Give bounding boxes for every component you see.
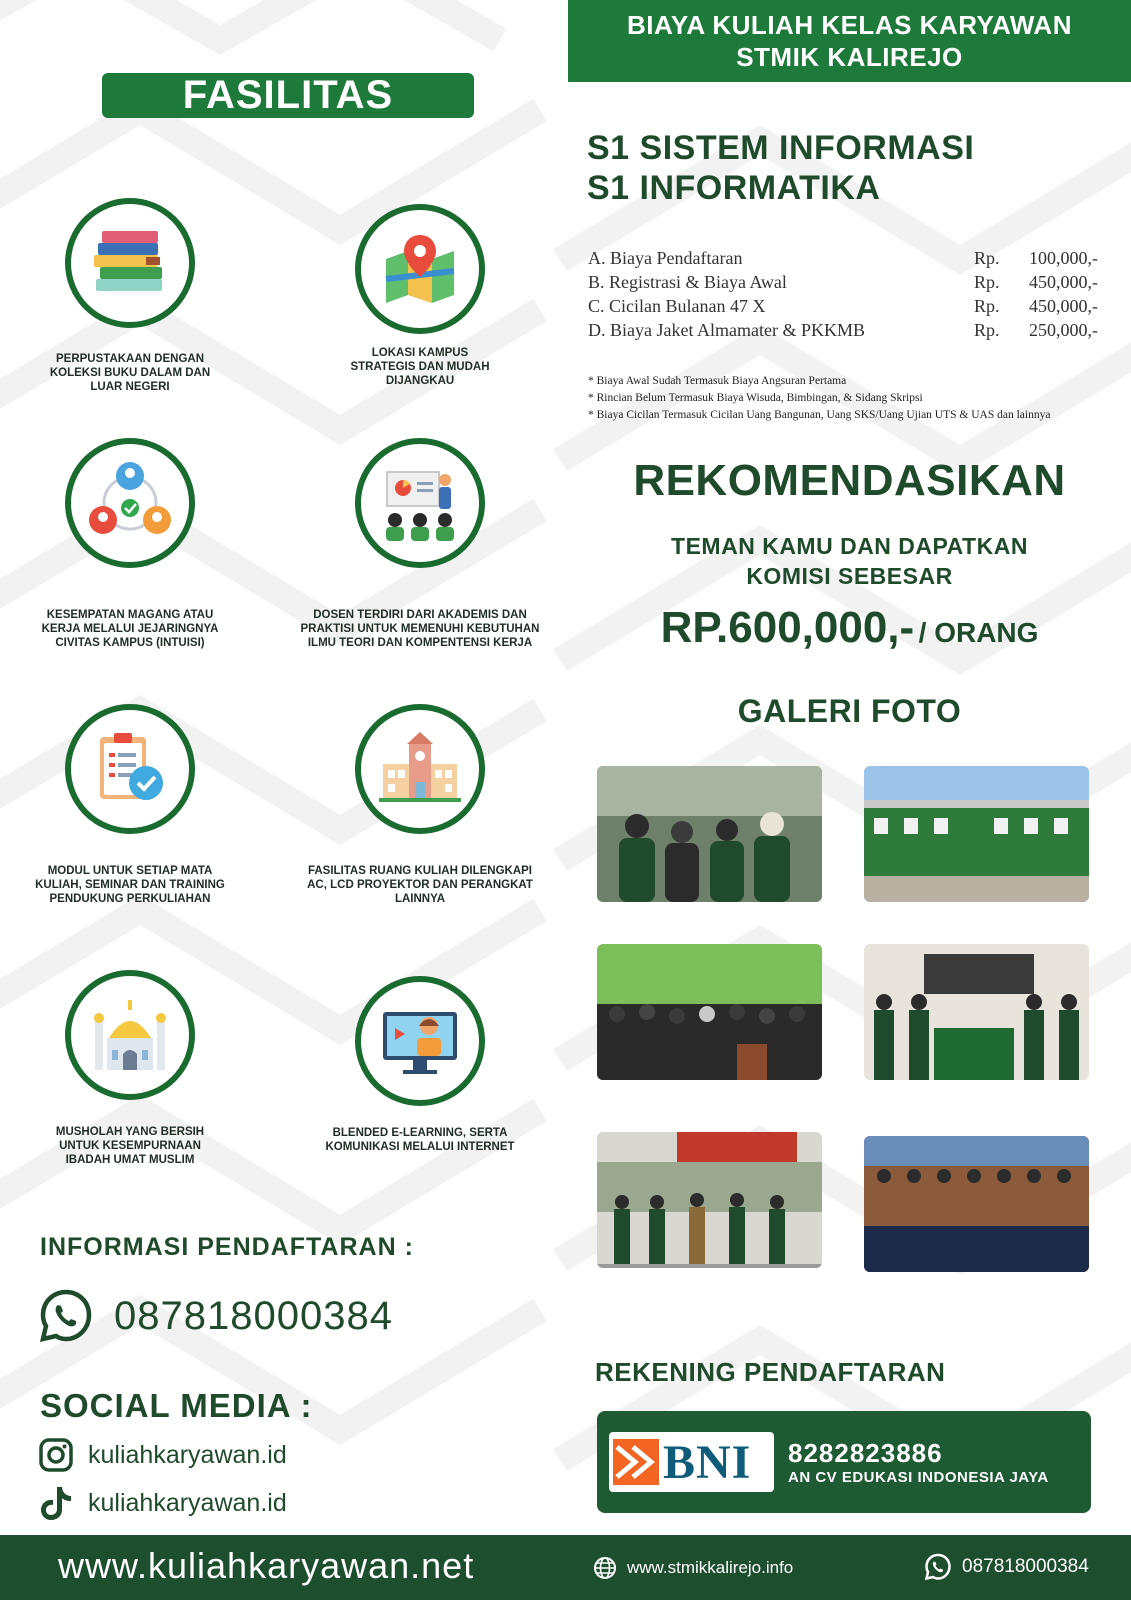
- facility-elearning: [290, 976, 550, 1154]
- gallery-photo: [864, 944, 1089, 1080]
- bank-account-number: 8282823886: [788, 1438, 943, 1468]
- facility-label: MUSHOLAH YANG BERSIH UNTUK KESEMPURNAAN IBADAH UMAT MUSLIM: [55, 1126, 205, 1166]
- tiktok-link[interactable]: [38, 1484, 287, 1522]
- fee-table: [588, 246, 1098, 342]
- tiktok-handle[interactable]: kuliahkaryawan.id: [88, 1488, 287, 1517]
- whatsapp-icon: [924, 1553, 952, 1581]
- fee-label: D. Biaya Jaket Almamater & PKKMB: [588, 319, 865, 340]
- fee-currency: Rp.: [974, 319, 1000, 340]
- facility-label: BLENDED E-LEARNING, SERTA KOMUNIKASI MELALUI INTERNET: [325, 1127, 515, 1153]
- bank-title: REKENING PENDAFTARAN: [595, 1357, 946, 1387]
- referral-subtitle: [568, 531, 1131, 591]
- globe-icon: [593, 1556, 617, 1580]
- instagram-link[interactable]: [38, 1437, 287, 1473]
- fee-amount: 250,000,-: [1029, 319, 1098, 340]
- fee-notes: [588, 373, 1128, 424]
- commission-unit: / ORANG: [918, 617, 1039, 648]
- gallery-photo: [597, 1132, 822, 1268]
- facility-label: FASILITAS RUANG KULIAH DILENGKAPI AC, LCD PROYEKTOR DAN PERANGKAT LAINNYA: [307, 865, 533, 905]
- fee-label: B. Registrasi & Biaya Awal: [588, 271, 787, 292]
- fee-amount: 100,000,-: [1029, 247, 1098, 268]
- facility-label: DOSEN TERDIRI DARI AKADEMIS DAN PRAKTISI UNTUK MEMENUHI KEBUTUHAN ILMU TEORI DAN KOMPENTENSI KERJA: [300, 609, 540, 649]
- bank-info: [788, 1438, 1049, 1486]
- referral-title: REKOMENDASIKAN: [633, 456, 1066, 505]
- header-line-1: BIAYA KULIAH KELAS KARYAWAN: [627, 10, 1072, 40]
- facility-label: PERPUSTAKAAN DENGAN KOLEKSI BUKU DALAM DAN LUAR NEGERI: [49, 353, 211, 393]
- fee-row: [588, 318, 1098, 342]
- referral-sub-line-2: KOMISI SEBESAR: [746, 563, 953, 589]
- footer-phone-link[interactable]: [924, 1553, 1089, 1581]
- fee-label: A. Biaya Pendaftaran: [588, 247, 743, 268]
- gallery-photo: [597, 766, 822, 902]
- fee-label: C. Cicilan Bulanan 47 X: [588, 295, 766, 316]
- fee-currency: Rp.: [974, 295, 1000, 316]
- tiktok-icon: [38, 1484, 74, 1522]
- registration-phone[interactable]: 087818000384: [114, 1293, 393, 1338]
- bank-account-card: [597, 1411, 1091, 1513]
- fee-note: * Biaya Cicilan Termasuk Cicilan Uang Bangunan, Uang SKS/Uang Ujian UTS & UAS dan lainnya: [588, 409, 1051, 421]
- network-people-icon: [65, 438, 195, 568]
- whatsapp-contact[interactable]: [38, 1288, 393, 1344]
- program-sistem-informasi: S1 SISTEM INFORMASI: [587, 129, 975, 167]
- facility-location: [290, 204, 550, 388]
- bni-logo-text: BNI: [663, 1435, 752, 1489]
- gallery-title: GALERI FOTO: [737, 693, 962, 729]
- header-line-2: STMIK KALIREJO: [736, 42, 963, 72]
- gallery-photo: [597, 944, 822, 1080]
- facility-label: KESEMPATAN MAGANG ATAU KERJA MELALUI JEJARINGNYA CIVITAS KAMPUS (INTUISI): [41, 609, 219, 649]
- facility-library: [0, 198, 260, 394]
- footer-site-link[interactable]: [593, 1556, 793, 1580]
- fee-note: * Rincian Belum Termasuk Biaya Wisuda, Bimbingan, & Sidang Skripsi: [588, 392, 923, 404]
- map-pin-icon: [355, 204, 485, 334]
- fee-row: [588, 294, 1098, 318]
- facilities-title: FASILITAS: [102, 73, 474, 118]
- bni-logo: [609, 1432, 774, 1492]
- facility-label: LOKASI KAMPUS STRATEGIS DAN MUDAH DIJANGKAU: [350, 347, 490, 387]
- e-learning-icon: [355, 976, 485, 1106]
- bni-logo-mark-icon: [613, 1439, 659, 1485]
- mosque-icon: [65, 970, 195, 1100]
- bank-account-holder: AN CV EDUKASI INDONESIA JAYA: [788, 1469, 1049, 1486]
- presentation-icon: [355, 438, 485, 568]
- facility-modules: [0, 704, 260, 906]
- commission-amount: RP.600,000,-: [660, 603, 915, 652]
- facility-lecturers: [290, 438, 550, 650]
- registration-title: INFORMASI PENDAFTARAN :: [40, 1233, 414, 1261]
- gallery-photo: [864, 1136, 1089, 1272]
- fee-amount: 450,000,-: [1029, 271, 1098, 292]
- fee-amount: 450,000,-: [1029, 295, 1098, 316]
- building-icon: [355, 704, 485, 834]
- fee-note: * Biaya Awal Sudah Termasuk Biaya Angsuran Pertama: [588, 375, 847, 387]
- footer: [0, 1535, 1131, 1600]
- header-banner: [568, 0, 1131, 82]
- books-icon: [65, 198, 195, 328]
- social-media-title: SOCIAL MEDIA :: [40, 1387, 313, 1424]
- facility-internship: [0, 438, 260, 650]
- facility-label: MODUL UNTUK SETIAP MATA KULIAH, SEMINAR DAN TRAINING PENDUKUNG PERKULIAHAN: [35, 865, 225, 905]
- footer-site-text[interactable]: www.stmikkalirejo.info: [627, 1558, 794, 1577]
- footer-website[interactable]: www.kuliahkaryawan.net: [58, 1545, 475, 1586]
- referral-sub-line-1: TEMAN KAMU DAN DAPATKAN: [671, 533, 1028, 559]
- program-informatika: S1 INFORMATIKA: [587, 169, 881, 207]
- facility-mosque: [0, 970, 260, 1167]
- fee-row: [588, 270, 1098, 294]
- fee-currency: Rp.: [974, 271, 1000, 292]
- facility-classrooms: [290, 704, 550, 906]
- instagram-icon: [38, 1437, 74, 1473]
- instagram-handle[interactable]: kuliahkaryawan.id: [88, 1440, 287, 1469]
- gallery-photo: [864, 766, 1089, 902]
- footer-phone-text[interactable]: 087818000384: [962, 1556, 1089, 1577]
- fee-currency: Rp.: [974, 247, 1000, 268]
- commission: [568, 603, 1131, 653]
- clipboard-check-icon: [65, 704, 195, 834]
- whatsapp-icon: [38, 1288, 94, 1344]
- fee-row: [588, 246, 1098, 270]
